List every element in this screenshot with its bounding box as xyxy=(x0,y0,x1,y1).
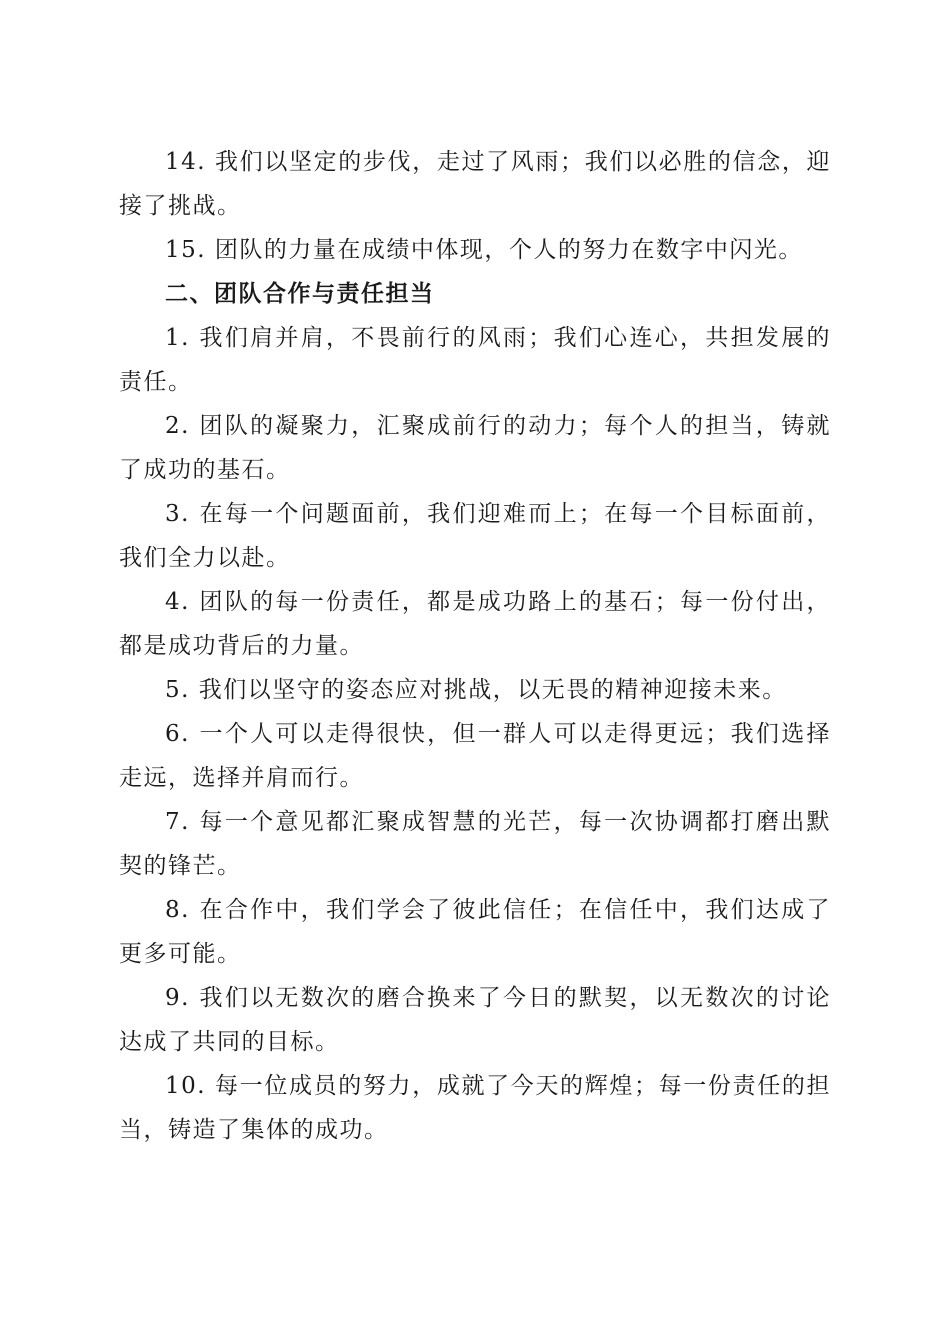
paragraph-6: 6. 一个人可以走得很快，但一群人可以走得更远；我们选择走远，选择并肩而行。 xyxy=(119,721,831,791)
paragraph-7: 7. 每一个意见都汇聚成智慧的光芒，每一次协调都打磨出默契的锋芒。 xyxy=(119,809,831,879)
paragraph-2: 2. 团队的凝聚力，汇聚成前行的动力；每个人的担当，铸就了成功的基石。 xyxy=(119,413,831,483)
paragraph-14: 14. 我们以坚定的步伐，走过了风雨；我们以必胜的信念，迎接了挑战。 xyxy=(119,149,831,219)
paragraph-5: 5. 我们以坚守的姿态应对挑战，以无畏的精神迎接未来。 xyxy=(165,677,787,703)
paragraph-1: 1. 我们肩并肩，不畏前行的风雨；我们心连心，共担发展的责任。 xyxy=(119,325,831,395)
paragraph-4: 4. 团队的每一份责任，都是成功路上的基石；每一份付出，都是成功背后的力量。 xyxy=(119,589,831,659)
paragraph-8: 8. 在合作中，我们学会了彼此信任；在信任中，我们达成了更多可能。 xyxy=(119,897,831,967)
paragraph-3: 3. 在每一个问题面前，我们迎难而上；在每一个目标面前，我们全力以赴。 xyxy=(119,501,831,571)
section-heading: 二、团队合作与责任担当 xyxy=(165,281,435,307)
paragraph-9: 9. 我们以无数次的磨合换来了今日的默契，以无数次的讨论达成了共同的目标。 xyxy=(119,985,831,1055)
paragraph-10: 10. 每一位成员的努力，成就了今天的辉煌；每一份责任的担当，铸造了集体的成功。 xyxy=(119,1073,831,1143)
paragraph-15: 15. 团队的力量在成绩中体现，个人的努力在数字中闪光。 xyxy=(165,237,803,263)
document-body xyxy=(119,140,831,1152)
